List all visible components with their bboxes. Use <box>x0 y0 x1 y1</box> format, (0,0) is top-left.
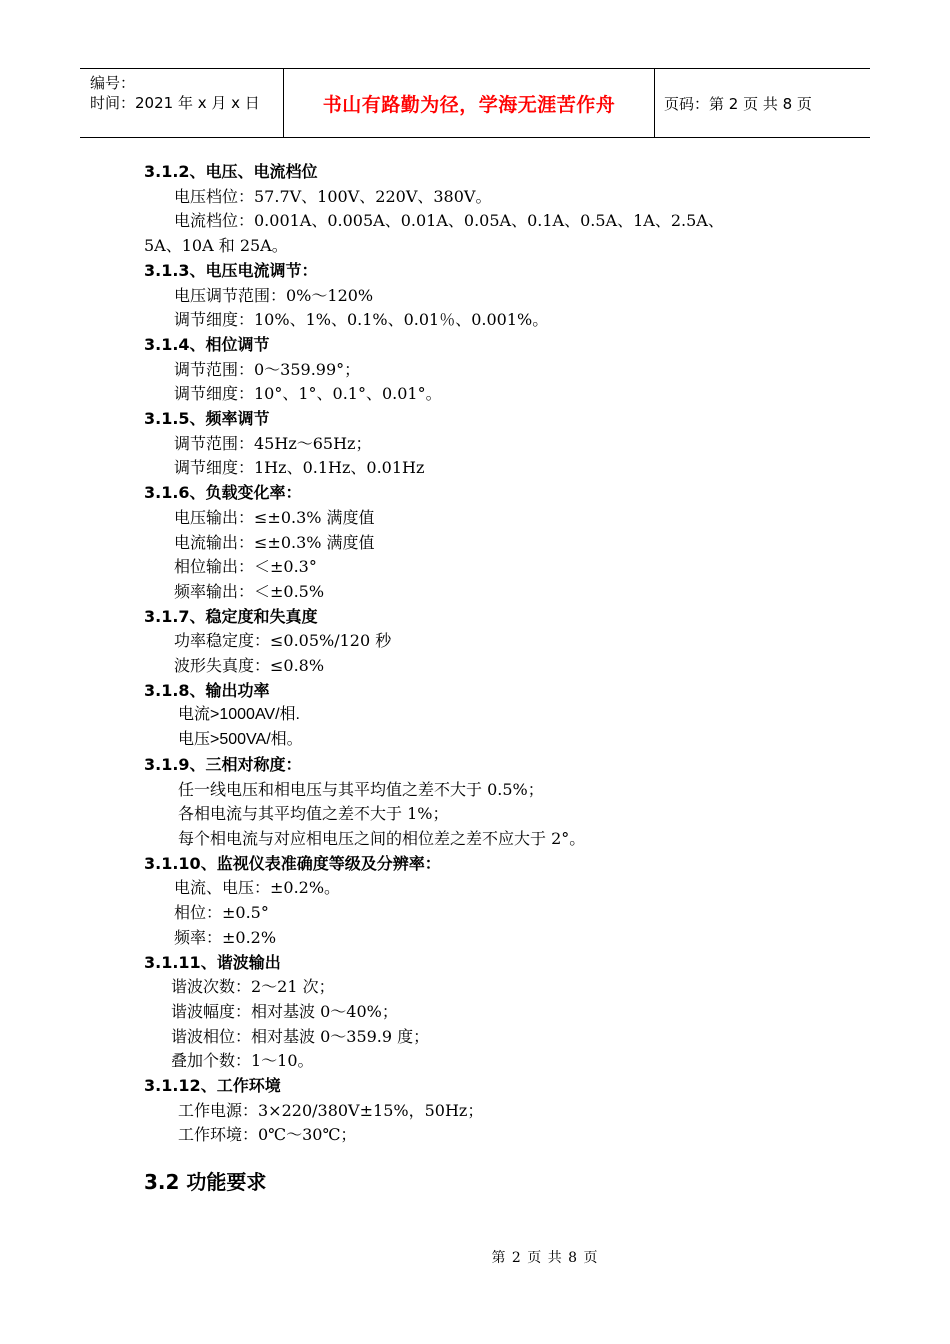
spec-line: 相位输出：＜±0.3° <box>174 557 317 577</box>
spec-line: 5A、10A 和 25A。 <box>144 236 288 256</box>
subsection-heading: 3.1.4、相位调节 <box>144 334 270 354</box>
spec-line: 电压档位：57.7V、100V、220V、380V。 <box>174 186 492 206</box>
spec-line: 调节细度：10%、1%、0.1%、0.01％、0.001%。 <box>174 310 549 330</box>
spec-line: 电流>1000AV/相. <box>178 706 300 724</box>
spec-line: 各相电流与其平均值之差不大于 1%； <box>178 804 449 824</box>
spec-line: 电流、电压：±0.2%。 <box>174 878 341 898</box>
spec-line: 每个相电流与对应相电压之间的相位差之差不应大于 2°。 <box>178 828 586 848</box>
document-number-label: 编号： <box>90 74 136 92</box>
spec-line: 电压>500VA/相。 <box>178 731 303 749</box>
spec-line: 调节范围：45Hz～65Hz； <box>174 433 372 453</box>
spec-line: 波形失真度：≤0.8% <box>174 656 325 676</box>
spec-line: 相位：±0.5° <box>174 903 269 923</box>
spec-line: 任一线电压和相电压与其平均值之差不大于 0.5%； <box>178 779 544 799</box>
subsection-heading: 3.1.9、三相对称度： <box>144 754 302 774</box>
spec-line: 频率：±0.2% <box>174 927 277 947</box>
spec-line: 电压调节范围：0%～120% <box>174 285 374 305</box>
spec-line: 调节范围：0～359.99°； <box>174 359 361 379</box>
section-title: 3.2 功能要求 <box>144 1170 267 1194</box>
document-date: 时间：2021 年 x 月 x 日 <box>90 94 260 112</box>
spec-line: 调节细度：10°、1°、0.1°、0.01°。 <box>174 384 442 404</box>
subsection-heading: 3.1.11、谐波输出 <box>144 952 281 972</box>
spec-line: 电流档位：0.001A、0.005A、0.01A、0.05A、0.1A、0.5A、1A、2.5A、 <box>174 211 724 231</box>
subsection-heading: 3.1.7、稳定度和失真度 <box>144 606 318 626</box>
spec-line: 工作环境：0℃～30℃； <box>178 1125 357 1145</box>
spec-line: 功率稳定度：≤0.05%/120 秒 <box>174 631 392 651</box>
spec-line: 谐波幅度：相对基波 0～40%； <box>171 1001 398 1021</box>
spec-line: 工作电源：3×220/380V±15%，50Hz； <box>178 1100 484 1120</box>
header-motto: 书山有路勤为径，学海无涯苦作舟 <box>283 69 655 137</box>
subsection-heading: 3.1.12、工作环境 <box>144 1076 281 1096</box>
spec-line: 谐波次数：2～21 次； <box>171 977 335 997</box>
subsection-heading: 3.1.2、电压、电流档位 <box>144 162 318 181</box>
spec-line: 谐波相位：相对基波 0～359.9 度； <box>171 1026 430 1046</box>
header-page-info: 页码：第 2 页 共 8 页 <box>664 94 812 113</box>
document-body <box>144 160 804 1148</box>
subsection-heading: 3.1.3、电压电流调节： <box>144 260 318 280</box>
spec-line: 调节细度：1Hz、0.1Hz、0.01Hz <box>174 458 425 478</box>
page-header <box>80 68 870 138</box>
page-footer: 第 2 页 共 8 页 <box>491 1250 599 1266</box>
spec-line: 频率输出：＜±0.5% <box>174 581 325 601</box>
subsection-heading: 3.1.10、监视仪表准确度等级及分辨率： <box>144 853 441 873</box>
subsection-heading: 3.1.8、输出功率 <box>144 680 270 700</box>
spec-line: 叠加个数：1～10。 <box>171 1051 314 1071</box>
spec-line: 电流输出：≤±0.3% 满度值 <box>174 532 375 552</box>
spec-line: 电压输出：≤±0.3% 满度值 <box>174 507 375 527</box>
header-left-cell <box>80 69 283 137</box>
subsection-heading: 3.1.5、频率调节 <box>144 409 270 429</box>
subsection-heading: 3.1.6、负载变化率： <box>144 483 302 503</box>
